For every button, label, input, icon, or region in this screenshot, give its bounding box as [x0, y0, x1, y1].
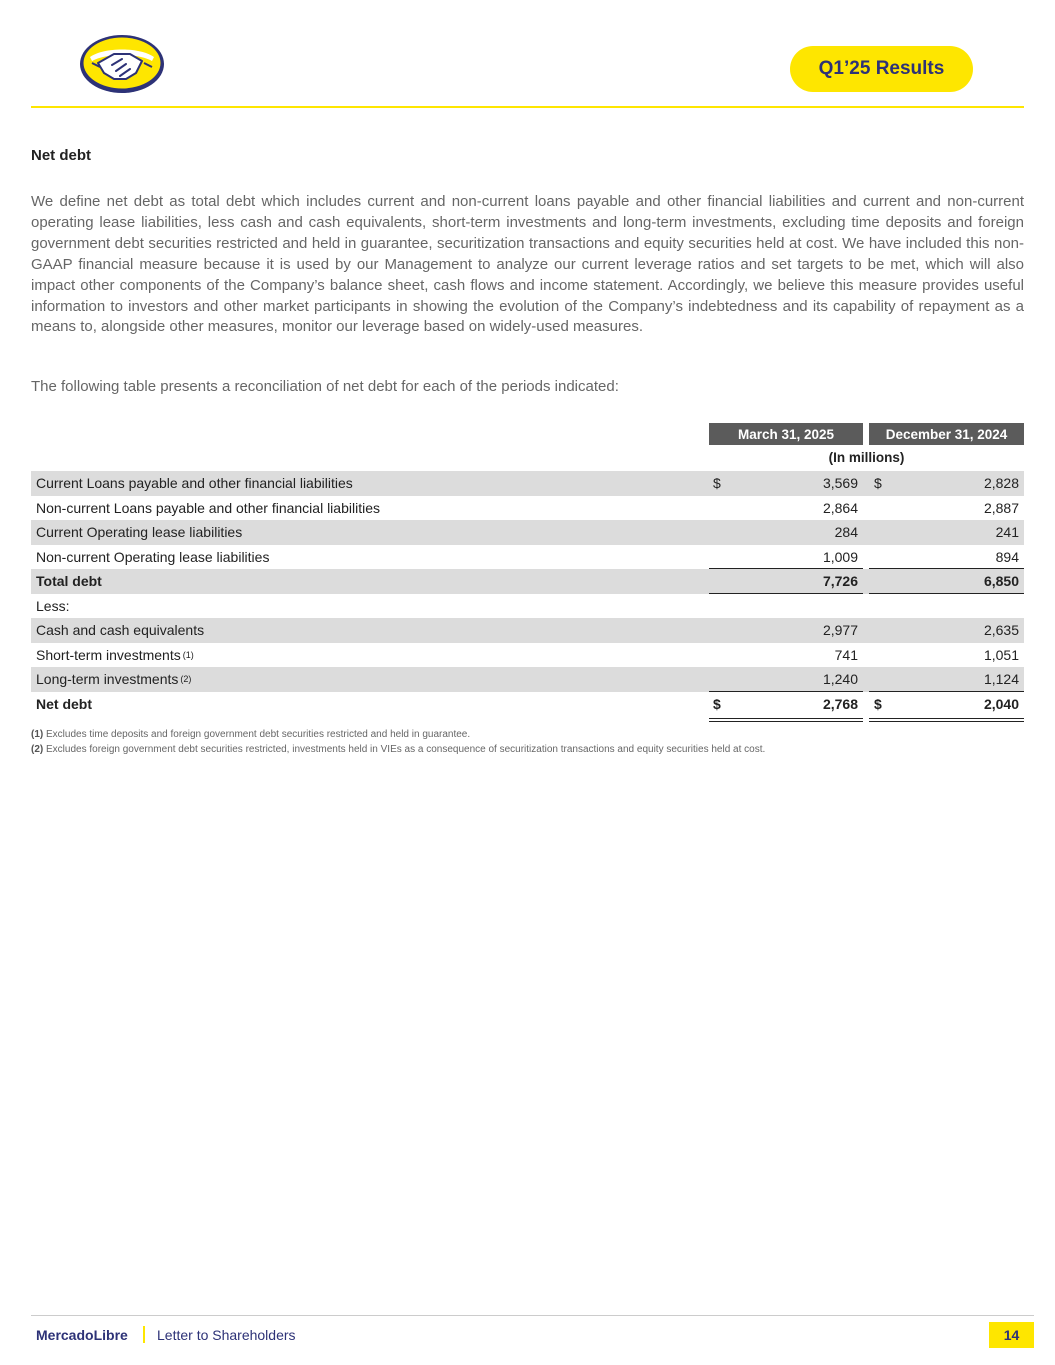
- footnote-mark: (1): [31, 729, 44, 740]
- column-header-december-2024: December 31, 2024: [869, 423, 1024, 445]
- value-december-2024: 2,040: [983, 695, 1019, 712]
- table-row: [31, 520, 1024, 545]
- value-december-2024: 1,051: [983, 646, 1019, 663]
- value-december-2024: 894: [995, 548, 1019, 565]
- header-divider: [31, 106, 1024, 108]
- row-label: Total debt: [36, 573, 102, 589]
- currency-symbol: $: [874, 695, 882, 712]
- table-row: [31, 545, 1024, 570]
- row-label: Non-current Operating lease liabilities: [36, 548, 270, 565]
- subtotal-rule: [869, 568, 1024, 569]
- row-label: Non-current Loans payable and other financial liabilities: [36, 499, 380, 516]
- table-row: [31, 471, 1024, 496]
- value-march-2025: 3,569: [822, 475, 858, 491]
- table-row: [31, 643, 1024, 668]
- footnote-2: [31, 742, 765, 757]
- table-intro: The following table presents a reconciliation of net debt for each of the periods indicated:: [31, 378, 619, 395]
- table-row: [31, 618, 1024, 643]
- row-label: Current Operating lease liabilities: [36, 524, 243, 540]
- value-march-2025: 741: [834, 646, 858, 663]
- row-label: Less:: [36, 597, 70, 614]
- footnote-marker: (1): [182, 649, 194, 660]
- net-debt-table: [31, 471, 1024, 718]
- value-december-2024: 2,887: [983, 499, 1019, 516]
- total-debt-row: [31, 569, 1024, 594]
- currency-symbol: $: [713, 695, 721, 712]
- quarter-results-badge: Q1’25 Results: [790, 46, 973, 92]
- mercadolibre-logo: [78, 33, 166, 95]
- value-march-2025: 1,240: [822, 671, 858, 687]
- subtotal-rule: [709, 568, 863, 569]
- footnote-marker: (2): [180, 674, 192, 684]
- footnote-text: Excludes foreign government debt securities restricted, investments held in VIEs as a consequence of securitization transactions and equity securities held at cost.: [43, 744, 766, 755]
- footer-document-title: Letter to Shareholders: [157, 1327, 296, 1343]
- double-underline: [869, 718, 1024, 722]
- value-december-2024: 1,124: [983, 671, 1019, 687]
- footnote-text: Excludes time deposits and foreign government debt securities restricted and held in guarantee.: [43, 729, 471, 740]
- footer-brand: MercadoLibre: [36, 1327, 128, 1343]
- currency-symbol: $: [874, 475, 882, 491]
- row-label-text: Long-term investments: [36, 671, 179, 687]
- table-row: [31, 667, 1024, 692]
- value-march-2025: 2,977: [822, 622, 858, 638]
- row-label-text: Short-term investments: [36, 646, 181, 663]
- section-title: Net debt: [31, 147, 91, 164]
- value-march-2025: 1,009: [822, 548, 858, 565]
- footer-divider: [31, 1315, 1034, 1316]
- value-december-2024: 241: [995, 524, 1019, 540]
- footnote-mark: (2): [31, 744, 44, 755]
- row-label: Cash and cash equivalents: [36, 622, 205, 638]
- subtotal-rule: [869, 593, 1024, 594]
- value-december-2024: 6,850: [983, 573, 1019, 589]
- units-label: (In millions): [828, 450, 905, 465]
- currency-symbol: $: [713, 475, 721, 491]
- row-label: [36, 647, 194, 663]
- net-debt-definition: We define net debt as total debt which includes current and non-current loans payable and other financial liabilities and current and non-current operating lease liabilities, less cash and cash equivalents, short-term investments and long-term investments, excluding time deposits and foreign government debt securities restricted and held in guarantee, securitization transactions and equity securities held at cost. We have included this non-GAAP financial measure because it is used by our Management to analyze our current leverage ratios and set targets to be met, which will also impact other components of the Company’s balance sheet, cash flows and income statement. Accordingly, we believe this measure provides useful information to investors and other market participants in showing the evolution of the Company’s indebtedness and its capability of repayment as a means to, alongside other measures, monitor our leverage based on widely-used measures.: [31, 193, 1024, 336]
- value-march-2025: 284: [834, 524, 858, 540]
- value-march-2025: 2,768: [822, 695, 858, 712]
- table-row: [31, 496, 1024, 521]
- column-header-march-2025: March 31, 2025: [709, 423, 863, 445]
- subtotal-rule: [709, 691, 863, 692]
- row-label: [36, 671, 191, 687]
- subtotal-rule: [869, 691, 1024, 692]
- page-number: 14: [989, 1322, 1034, 1348]
- value-december-2024: 2,635: [983, 622, 1019, 638]
- footnotes: [31, 727, 765, 757]
- double-underline: [709, 718, 863, 722]
- row-label: Current Loans payable and other financial liabilities: [36, 475, 353, 491]
- table-row: [31, 594, 1024, 619]
- value-march-2025: 7,726: [822, 573, 858, 589]
- value-december-2024: 2,828: [983, 475, 1019, 491]
- subtotal-rule: [709, 593, 863, 594]
- net-debt-row: [31, 692, 1024, 718]
- footer-separator: [143, 1326, 145, 1343]
- value-march-2025: 2,864: [822, 499, 858, 516]
- footnote-1: [31, 727, 765, 742]
- row-label: Net debt: [36, 695, 92, 712]
